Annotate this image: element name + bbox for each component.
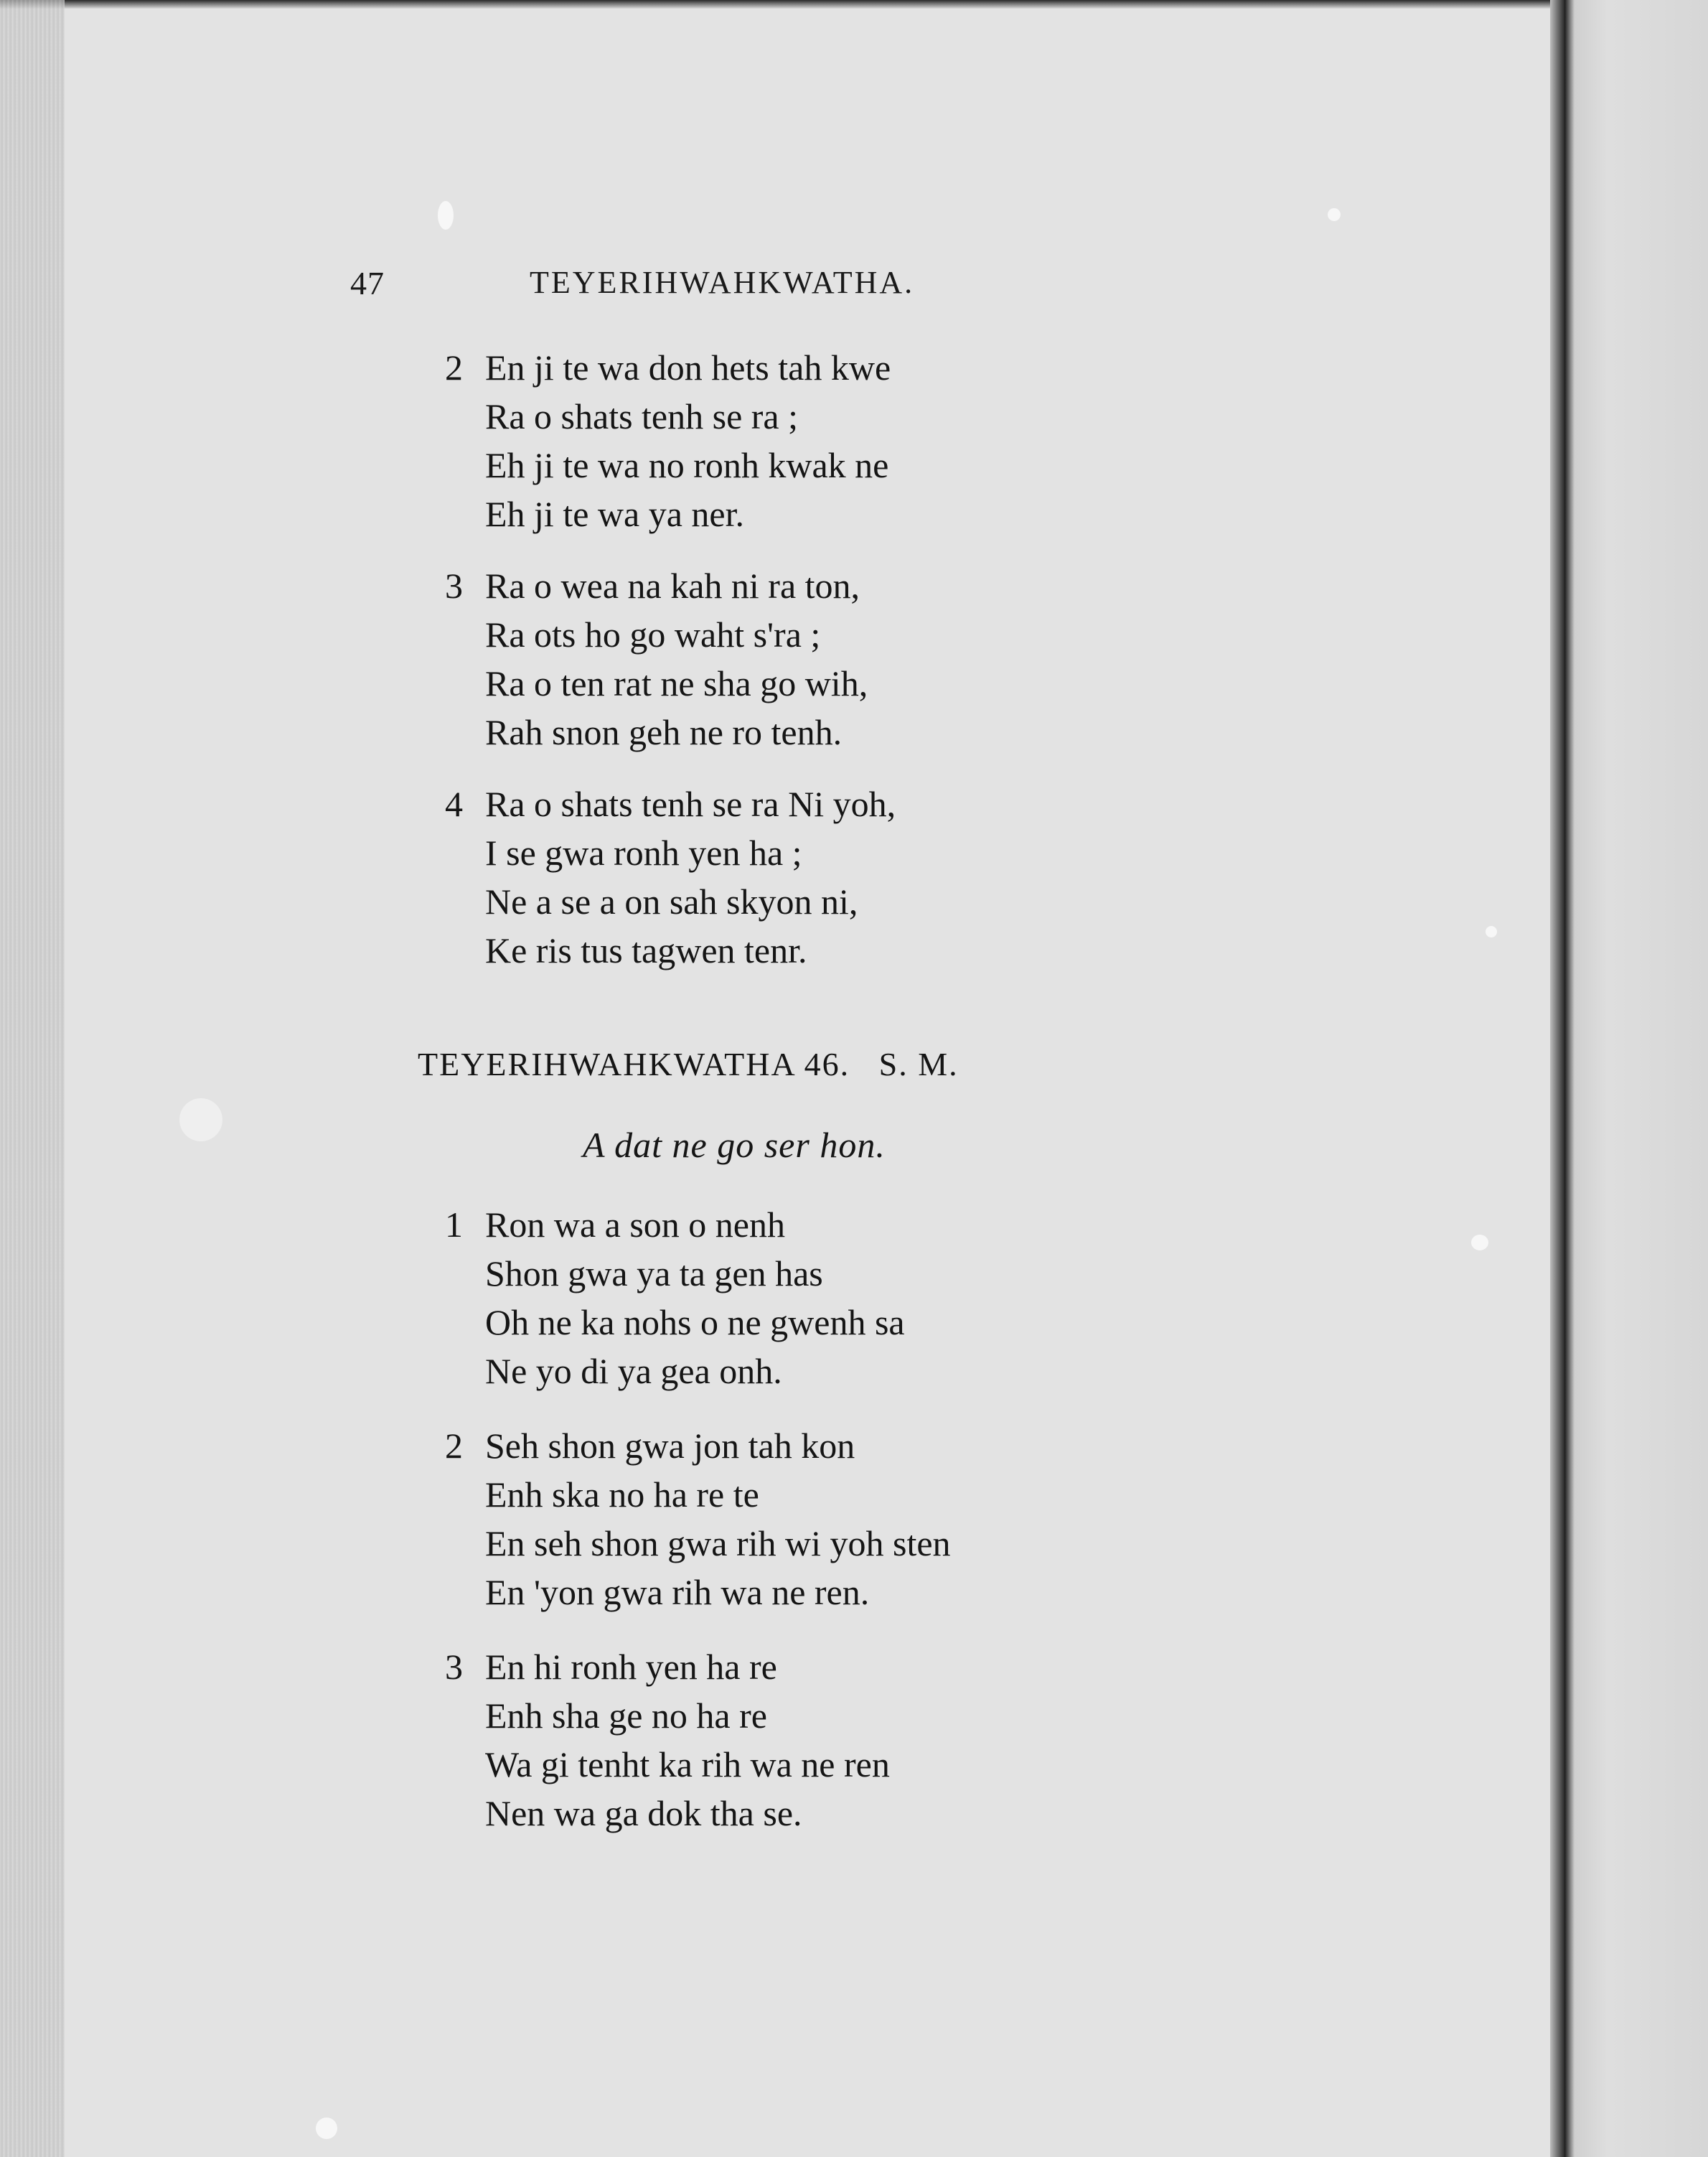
stanza-line bbox=[445, 780, 896, 828]
page-gutter bbox=[1550, 0, 1564, 2157]
page-top-edge bbox=[0, 0, 1569, 9]
stanza-line bbox=[445, 490, 891, 538]
line-text: Shon gwa ya ta gen has bbox=[485, 1253, 823, 1293]
stanza-line bbox=[445, 1347, 905, 1395]
stanza-line bbox=[445, 610, 868, 659]
line-text: Rah snon geh ne ro tenh. bbox=[485, 712, 843, 752]
page-header bbox=[350, 264, 1039, 307]
running-title: TEYERIHWAHKWATHA. bbox=[530, 265, 915, 300]
scan-speck bbox=[1486, 926, 1497, 937]
line-text: Enh sha ge no ha re bbox=[485, 1695, 767, 1736]
line-text: Ke ris tus tagwen tenr. bbox=[485, 930, 807, 970]
stanza-line bbox=[445, 1249, 905, 1298]
hymn-46-first-line: A dat ne go ser hon. bbox=[583, 1125, 886, 1165]
stanza-line bbox=[445, 1568, 951, 1616]
stanza-number: 2 bbox=[445, 347, 463, 388]
stanza-line bbox=[445, 1298, 905, 1347]
stanza-line bbox=[445, 659, 868, 708]
adjacent-page-edge bbox=[1564, 0, 1708, 2157]
stanza-line bbox=[445, 1642, 890, 1691]
stanza-line bbox=[445, 1789, 890, 1838]
scan-speck bbox=[316, 2118, 337, 2139]
stanza-line bbox=[445, 561, 868, 610]
line-text: Ra o wea na kah ni ra ton, bbox=[485, 566, 860, 606]
line-text: Eh ji te wa no ronh kwak ne bbox=[485, 445, 889, 485]
stanza-line bbox=[445, 1421, 951, 1470]
line-text: Ra ots ho go waht s'ra ; bbox=[485, 614, 821, 655]
line-text: Ne yo di ya gea onh. bbox=[485, 1351, 782, 1391]
line-text: Eh ji te wa ya ner. bbox=[485, 494, 744, 534]
line-text: Ra o shats tenh se ra Ni yoh, bbox=[485, 784, 896, 824]
hymn-46-stanza-3 bbox=[445, 1642, 890, 1838]
hymn-46-title: TEYERIHWAHKWATHA 46. S. M. bbox=[418, 1046, 959, 1082]
line-text: En 'yon gwa rih wa ne ren. bbox=[485, 1572, 870, 1612]
stanza-number: 1 bbox=[445, 1204, 463, 1245]
hymn-46-stanza-2 bbox=[445, 1421, 951, 1616]
stanza-line bbox=[445, 926, 896, 975]
stanza-number: 2 bbox=[445, 1426, 463, 1466]
line-text: Ra o ten rat ne sha go wih, bbox=[485, 663, 868, 703]
line-text: Enh ska no ha re te bbox=[485, 1474, 759, 1515]
hymn-45-stanza-3 bbox=[445, 561, 868, 757]
scan-speck bbox=[1471, 1235, 1488, 1250]
hymn-46-stanza-1 bbox=[445, 1200, 905, 1395]
page-left-edge bbox=[0, 0, 65, 2157]
stanza-number: 3 bbox=[445, 566, 463, 606]
line-text: En seh shon gwa rih wi yoh sten bbox=[485, 1523, 951, 1563]
line-text: Wa gi tenht ka rih wa ne ren bbox=[485, 1744, 890, 1784]
line-text: Seh shon gwa jon tah kon bbox=[485, 1426, 855, 1466]
stanza-line bbox=[445, 392, 891, 441]
line-text: Nen wa ga dok tha se. bbox=[485, 1793, 802, 1833]
stanza-number: 4 bbox=[445, 784, 463, 824]
hymn-45-stanza-4 bbox=[445, 780, 896, 975]
scan-speck bbox=[179, 1098, 222, 1141]
stanza-line bbox=[445, 441, 891, 490]
stanza-line bbox=[445, 1470, 951, 1519]
stanza-line bbox=[445, 877, 896, 926]
stanza-line bbox=[445, 343, 891, 392]
line-text: I se gwa ronh yen ha ; bbox=[485, 833, 802, 873]
stanza-line bbox=[445, 1200, 905, 1249]
stanza-line bbox=[445, 1740, 890, 1789]
stanza-number: 3 bbox=[445, 1647, 463, 1687]
line-text: Ra o shats tenh se ra ; bbox=[485, 396, 799, 436]
page-number: 47 bbox=[350, 265, 385, 301]
line-text: Oh ne ka nohs o ne gwenh sa bbox=[485, 1302, 905, 1342]
hymn-45-stanza-2 bbox=[445, 343, 891, 538]
stanza-line bbox=[445, 708, 868, 757]
line-text: En ji te wa don hets tah kwe bbox=[485, 347, 891, 388]
line-text: En hi ronh yen ha re bbox=[485, 1647, 777, 1687]
scan-speck bbox=[1328, 208, 1341, 221]
line-text: Ron wa a son o nenh bbox=[485, 1204, 785, 1245]
stanza-line bbox=[445, 828, 896, 877]
stanza-line bbox=[445, 1519, 951, 1568]
scan-speck bbox=[438, 201, 454, 230]
stanza-line bbox=[445, 1691, 890, 1740]
line-text: Ne a se a on sah skyon ni, bbox=[485, 881, 858, 922]
